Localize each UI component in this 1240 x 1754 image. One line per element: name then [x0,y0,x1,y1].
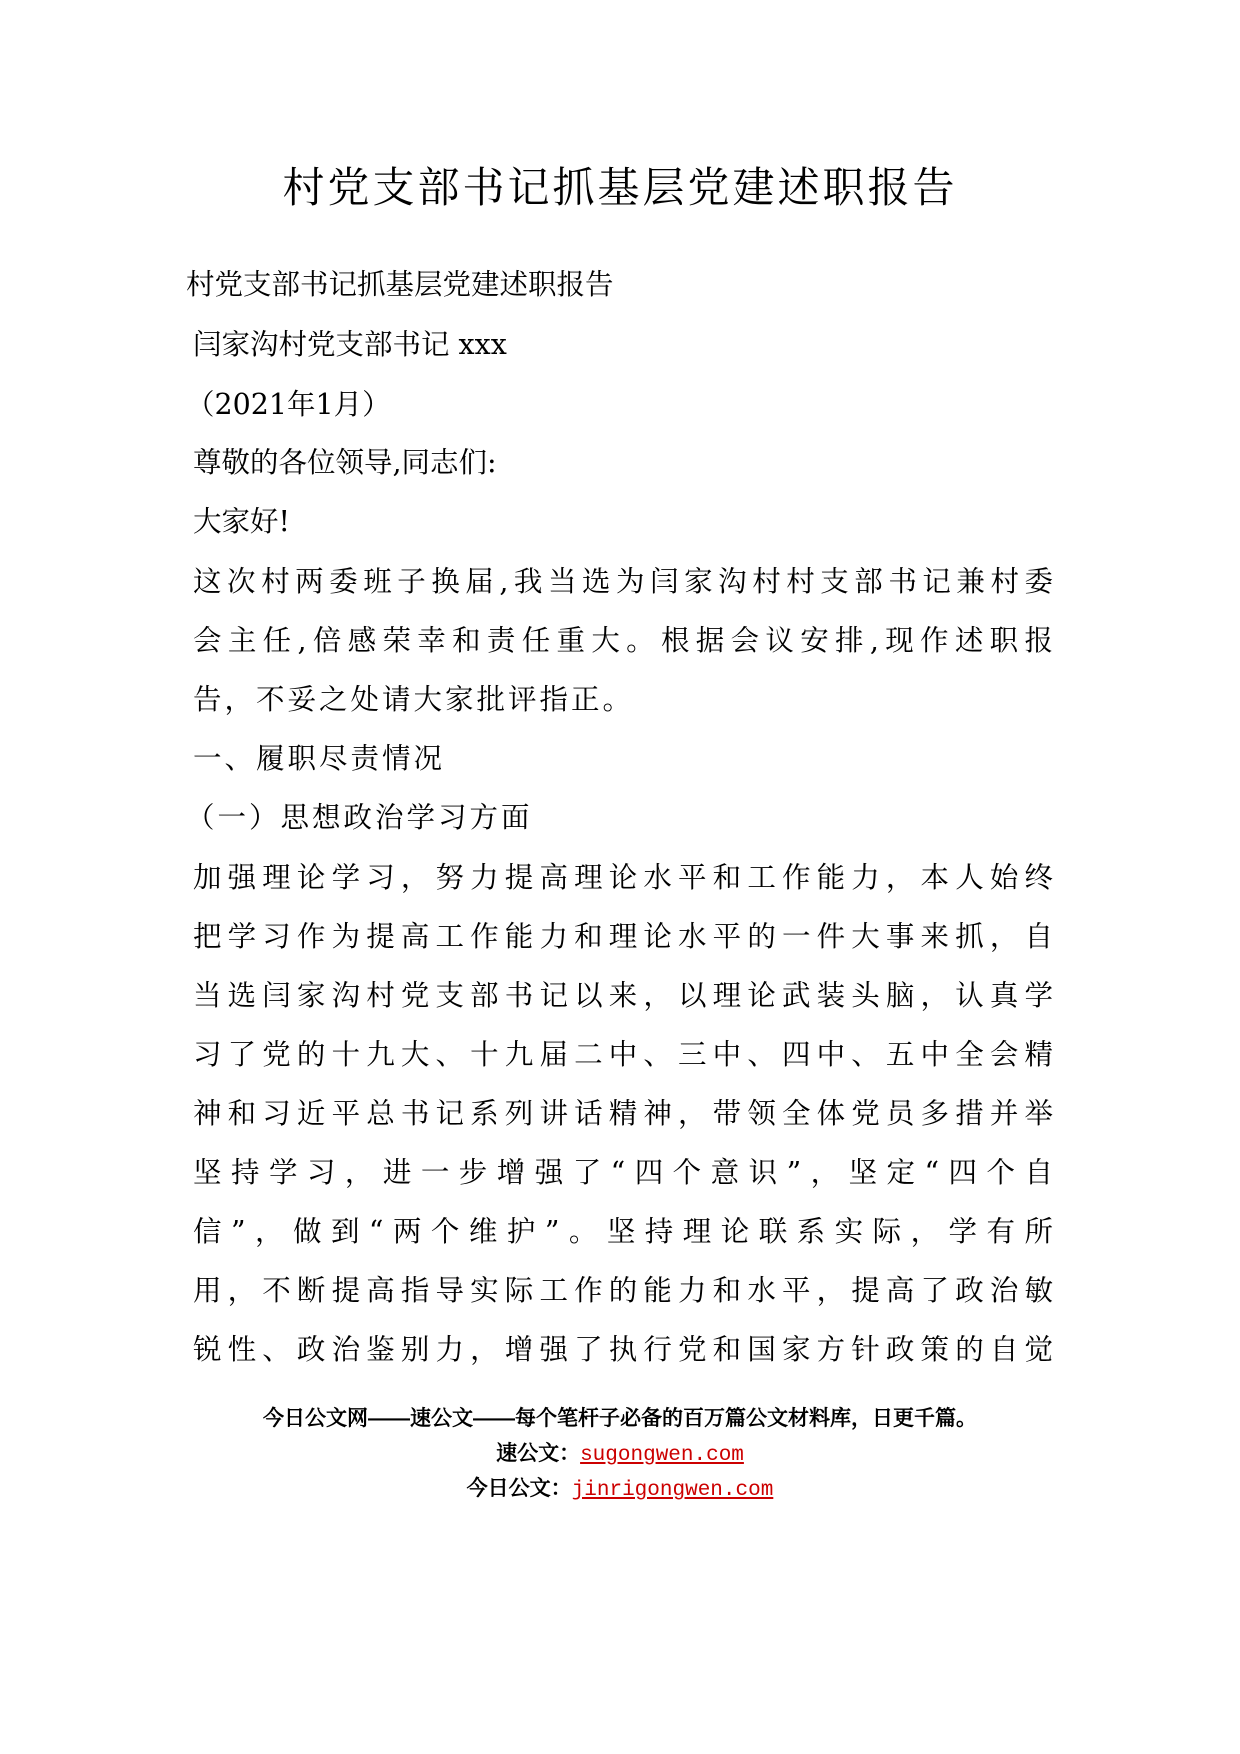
sugongwen-link[interactable]: sugongwen.com [580,1444,744,1467]
salutation: 尊敬的各位领导,同志们: [193,446,497,479]
footer-label-sugongwen: 速公文： [496,1442,581,1465]
footer-label-jinrigongwen: 今日公文： [466,1477,572,1500]
jinrigongwen-link[interactable]: jinrigongwen.com [571,1479,774,1502]
document-title: 村党支部书记抓基层党建述职报告 [282,163,958,212]
body-line: 神和习近平总书记系列讲话精神，带领全体党员多措并举 [193,1097,1053,1130]
greeting: 大家好! [193,505,290,538]
footer-link-row-2 [0,1475,1240,1505]
body-line: 当选闫家沟村党支部书记以来，以理论武装头脑，认真学 [193,979,1053,1012]
subtitle: 村党支部书记抓基层党建述职报告 [186,268,614,301]
intro-line: 告，不妥之处请大家批评指正。 [193,683,635,716]
body-line: 把学习作为提高工作能力和理论水平的一件大事来抓，自 [193,920,1053,953]
body-line: 用，不断提高指导实际工作的能力和水平，提高了政治敏 [193,1274,1053,1307]
intro-line: 这次村两委班子换届,我当选为闫家沟村村支部书记兼村委 [193,565,1053,598]
date-line: （2021年1月） [186,388,391,421]
body-line: 坚持学习，进一步增强了“四个意识”，坚定“四个自 [193,1156,1053,1189]
footer-tagline-text: 今日公文网——速公文——每个笔杆子必备的百万篇公文材料库，日更千篇。 [263,1407,977,1430]
section-heading: 一、履职尽责情况 [193,742,446,775]
body-line: 加强理论学习，努力提高理论水平和工作能力，本人始终 [193,861,1053,894]
intro-line: 会主任,倍感荣幸和责任重大。根据会议安排,现作述职报 [193,624,1053,657]
author-line: 闫家沟村党支部书记 xxx [193,328,507,361]
footer-tagline [0,1405,1240,1433]
body-line: 习了党的十九大、十九届二中、三中、四中、五中全会精 [193,1038,1053,1071]
body-line: 信”，做到“两个维护”。坚持理论联系实际，学有所 [193,1215,1053,1248]
subsection-heading: （一）思想政治学习方面 [186,801,533,834]
footer-link-row-1 [0,1440,1240,1470]
body-line: 锐性、政治鉴别力，增强了执行党和国家方针政策的自觉 [193,1333,1053,1366]
